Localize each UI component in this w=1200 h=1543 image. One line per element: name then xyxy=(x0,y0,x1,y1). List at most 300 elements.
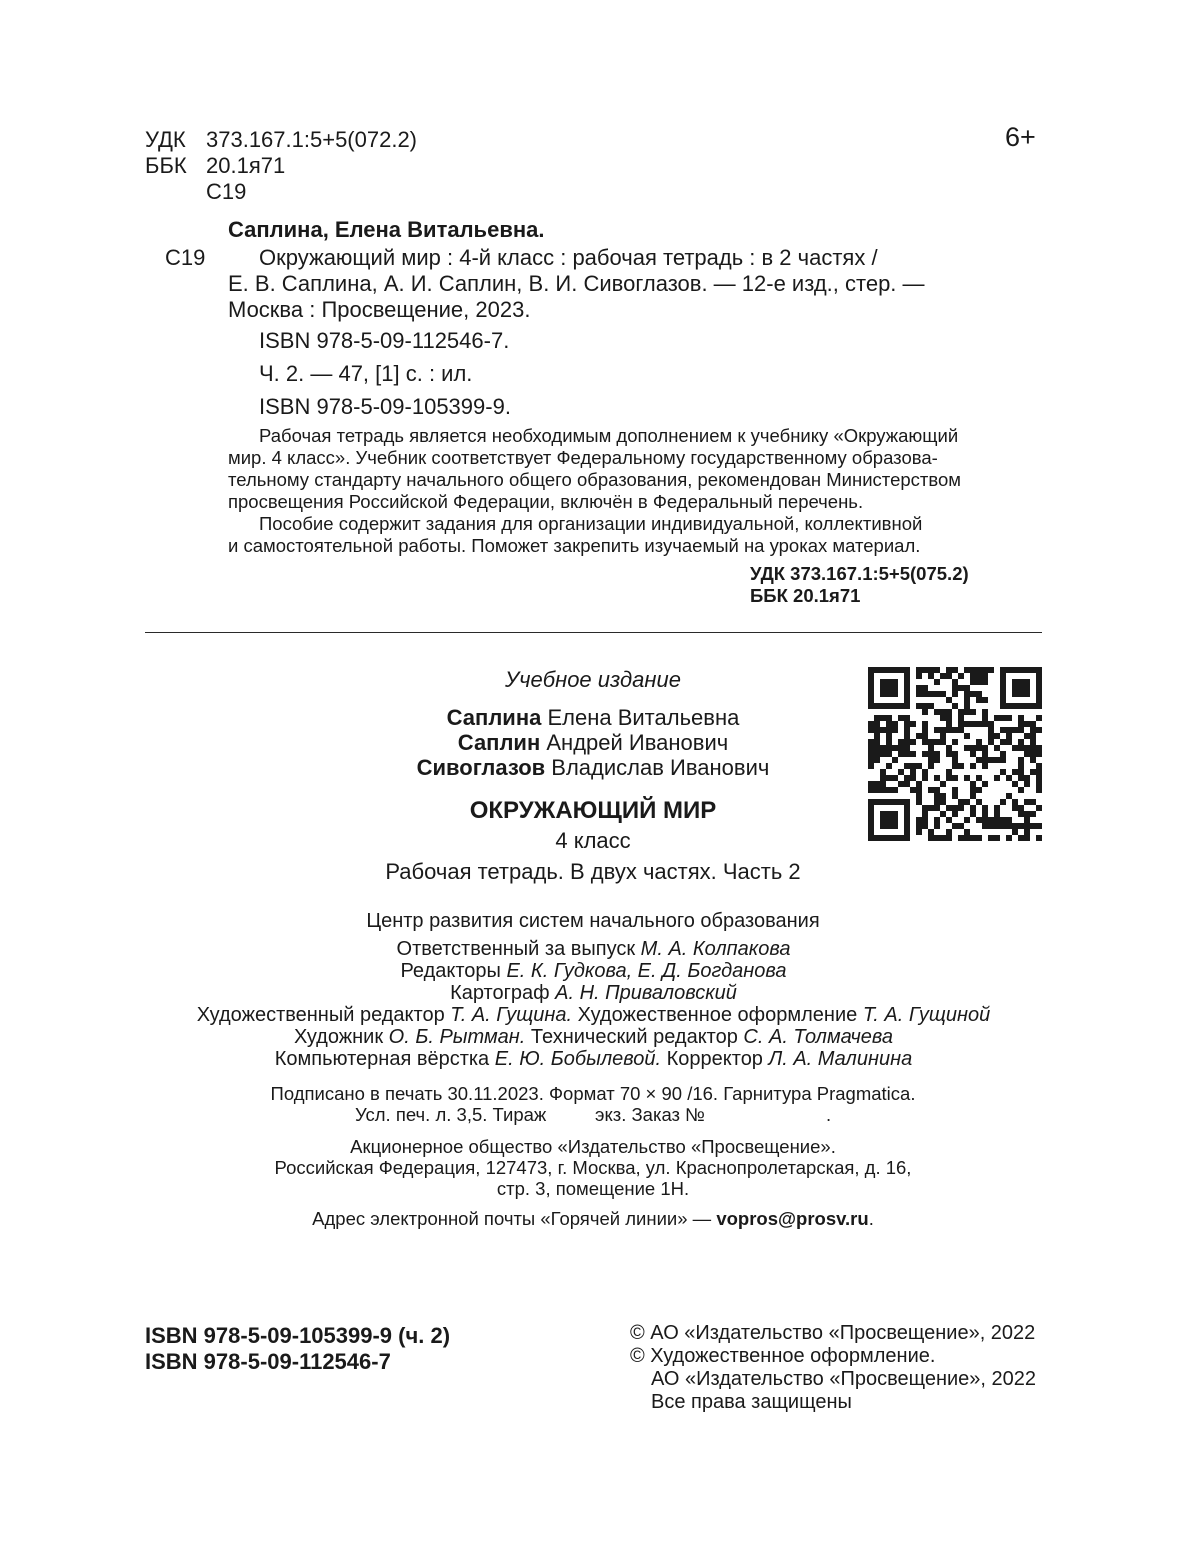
qr-module xyxy=(934,709,940,715)
qr-module xyxy=(904,763,910,769)
qr-module xyxy=(1018,745,1024,751)
qr-module xyxy=(976,667,982,673)
qr-module xyxy=(970,805,976,811)
annotation-line: мир. 4 класс». Учебник соответствует Федеральному государственному образова- xyxy=(228,447,938,468)
qr-module xyxy=(958,673,964,679)
qr-module xyxy=(1024,775,1030,781)
qr-module xyxy=(1000,823,1006,829)
qr-module xyxy=(976,799,982,805)
qr-module xyxy=(916,793,922,799)
qr-module xyxy=(988,817,994,823)
qr-module xyxy=(910,775,916,781)
email-line: Адрес электронной почты «Горячей линии» — vopros@prosv.ru. xyxy=(312,1208,874,1229)
qr-module xyxy=(874,757,880,763)
qr-module xyxy=(976,757,982,763)
qr-module xyxy=(928,835,934,841)
qr-module xyxy=(976,721,982,727)
qr-module xyxy=(928,691,934,697)
qr-module xyxy=(1036,787,1042,793)
qr-module xyxy=(940,715,946,721)
qr-module xyxy=(922,709,928,715)
qr-module xyxy=(952,703,958,709)
qr-module xyxy=(922,769,928,775)
qr-module xyxy=(886,721,892,727)
qr-module xyxy=(868,829,874,835)
qr-module xyxy=(1006,793,1012,799)
qr-module xyxy=(928,787,934,793)
qr-module xyxy=(904,745,910,751)
qr-module xyxy=(868,763,874,769)
qr-module xyxy=(886,799,892,805)
qr-module xyxy=(904,835,910,841)
qr-module xyxy=(898,751,904,757)
qr-module xyxy=(904,685,910,691)
qr-module xyxy=(886,727,892,733)
qr-module xyxy=(868,757,874,763)
qr-module xyxy=(910,751,916,757)
qr-module xyxy=(1024,751,1030,757)
qr-module xyxy=(1030,703,1036,709)
qr-module xyxy=(1030,751,1036,757)
qr-module xyxy=(1036,835,1042,841)
qr-module xyxy=(934,757,940,763)
author-name: Саплин Андрей Иванович xyxy=(457,730,729,755)
qr-module xyxy=(898,799,904,805)
qr-module xyxy=(1006,835,1012,841)
qr-module xyxy=(874,721,880,727)
qr-module xyxy=(928,757,934,763)
qr-module xyxy=(1018,691,1024,697)
print-info-line1: Подписано в печать 30.11.2023. Формат 70 × 90 /16. Гарнитура Pragmatica. xyxy=(270,1083,916,1104)
qr-module xyxy=(964,709,970,715)
qr-module xyxy=(952,805,958,811)
qr-module xyxy=(1012,799,1018,805)
qr-module xyxy=(976,679,982,685)
qr-module xyxy=(904,697,910,703)
qr-module xyxy=(994,775,1000,781)
qr-module xyxy=(946,805,952,811)
qr-module xyxy=(958,763,964,769)
age-rating: 6+ xyxy=(1005,122,1036,152)
qr-module xyxy=(964,745,970,751)
qr-module xyxy=(946,817,952,823)
qr-module xyxy=(1012,703,1018,709)
credit-line: Картограф А. Н. Приваловский xyxy=(450,982,737,1004)
qr-module xyxy=(880,787,886,793)
qr-module xyxy=(976,745,982,751)
qr-module xyxy=(1030,727,1036,733)
qr-module xyxy=(886,817,892,823)
qr-module xyxy=(916,781,922,787)
author-heading: Саплина, Елена Витальевна. xyxy=(228,217,545,242)
qr-module xyxy=(910,769,916,775)
qr-module xyxy=(922,667,928,673)
qr-module xyxy=(1000,691,1006,697)
qr-module xyxy=(1024,667,1030,673)
qr-module xyxy=(1024,835,1030,841)
qr-module xyxy=(1036,823,1042,829)
udk-bottom: УДК 373.167.1:5+5(075.2) xyxy=(750,563,969,584)
qr-module xyxy=(952,823,958,829)
qr-module xyxy=(958,709,964,715)
qr-module xyxy=(916,763,922,769)
qr-module xyxy=(904,667,910,673)
qr-module xyxy=(934,727,940,733)
qr-module xyxy=(952,775,958,781)
copyright-line: © АО «Издательство «Просвещение», 2022 xyxy=(630,1322,1036,1344)
qr-module xyxy=(1000,673,1006,679)
qr-module xyxy=(928,829,934,835)
qr-module xyxy=(892,745,898,751)
qr-module xyxy=(904,811,910,817)
print-info-dot: . xyxy=(826,1104,832,1125)
qr-module xyxy=(958,721,964,727)
grade: 4 класс xyxy=(555,828,631,853)
email-link[interactable]: vopros@prosv.ru xyxy=(716,1208,869,1229)
qr-module xyxy=(904,751,910,757)
qr-module xyxy=(928,751,934,757)
qr-module xyxy=(880,817,886,823)
qr-module xyxy=(946,745,952,751)
qr-module xyxy=(958,805,964,811)
credit-line: Художник О. Б. Рытман. Технический редактор С. А. Толмачева xyxy=(293,1026,894,1048)
qr-module xyxy=(898,835,904,841)
qr-module xyxy=(982,709,988,715)
qr-module xyxy=(946,775,952,781)
qr-module xyxy=(1036,745,1042,751)
qr-module xyxy=(964,667,970,673)
rights-reserved: Все права защищены xyxy=(651,1391,852,1413)
qr-module xyxy=(1036,715,1042,721)
bbk-bottom: ББК 20.1я71 xyxy=(750,585,861,606)
qr-module xyxy=(994,835,1000,841)
qr-module xyxy=(1018,775,1024,781)
qr-module xyxy=(1000,769,1006,775)
qr-module xyxy=(1024,685,1030,691)
qr-module xyxy=(934,775,940,781)
qr-module xyxy=(940,811,946,817)
qr-module xyxy=(982,823,988,829)
qr-module xyxy=(946,673,952,679)
qr-module xyxy=(976,673,982,679)
qr-module xyxy=(916,823,922,829)
qr-module xyxy=(892,835,898,841)
qr-module xyxy=(916,667,922,673)
qr-module xyxy=(1018,679,1024,685)
qr-module xyxy=(1006,667,1012,673)
qr-module xyxy=(892,823,898,829)
qr-module xyxy=(1006,703,1012,709)
qr-module xyxy=(868,823,874,829)
qr-module xyxy=(868,751,874,757)
qr-module xyxy=(1018,685,1024,691)
qr-module xyxy=(1000,715,1006,721)
qr-module xyxy=(904,823,910,829)
qr-module xyxy=(946,727,952,733)
qr-module xyxy=(892,775,898,781)
qr-module xyxy=(970,673,976,679)
qr-module xyxy=(964,703,970,709)
qr-module xyxy=(916,685,922,691)
qr-module xyxy=(1036,703,1042,709)
qr-module xyxy=(982,715,988,721)
qr-module xyxy=(868,691,874,697)
qr-module xyxy=(922,817,928,823)
qr-module xyxy=(970,787,976,793)
qr-module xyxy=(988,727,994,733)
qr-module xyxy=(1024,817,1030,823)
qr-module xyxy=(958,685,964,691)
qr-module xyxy=(952,685,958,691)
qr-module xyxy=(1006,715,1012,721)
isbn-part-footer: ISBN 978-5-09-105399-9 (ч. 2) xyxy=(145,1323,451,1348)
qr-module xyxy=(880,745,886,751)
qr-module xyxy=(1000,817,1006,823)
qr-module xyxy=(946,829,952,835)
qr-module xyxy=(1012,769,1018,775)
qr-module xyxy=(1024,691,1030,697)
qr-module xyxy=(970,763,976,769)
qr-module xyxy=(922,811,928,817)
qr-module xyxy=(886,703,892,709)
credit-line: Редакторы Е. К. Гудкова, Е. Д. Богданова xyxy=(400,960,787,982)
qr-module xyxy=(922,823,928,829)
qr-module xyxy=(1036,769,1042,775)
qr-module xyxy=(1030,733,1036,739)
qr-module xyxy=(988,739,994,745)
qr-module xyxy=(904,733,910,739)
qr-module xyxy=(892,799,898,805)
qr-module xyxy=(922,733,928,739)
qr-module xyxy=(976,739,982,745)
qr-module xyxy=(970,781,976,787)
qr-module xyxy=(1024,829,1030,835)
qr-module xyxy=(952,691,958,697)
qr-module xyxy=(1036,697,1042,703)
copyright-line: © Художественное оформление. xyxy=(630,1345,936,1367)
qr-module xyxy=(874,727,880,733)
qr-module xyxy=(952,751,958,757)
qr-module xyxy=(934,739,940,745)
qr-module xyxy=(928,667,934,673)
qr-module xyxy=(1006,727,1012,733)
qr-module xyxy=(1012,805,1018,811)
qr-module xyxy=(994,733,1000,739)
qr-module xyxy=(1036,727,1042,733)
qr-module xyxy=(874,745,880,751)
qr-module xyxy=(1012,685,1018,691)
qr-module xyxy=(910,721,916,727)
qr-module xyxy=(994,805,1000,811)
qr-module xyxy=(874,787,880,793)
qr-module xyxy=(1024,733,1030,739)
annotation-line: и самостоятельной работы. Поможет закрепить изучаемый на уроках материал. xyxy=(228,535,921,556)
qr-module xyxy=(982,763,988,769)
qr-module xyxy=(976,697,982,703)
qr-module xyxy=(1036,673,1042,679)
qr-module xyxy=(994,811,1000,817)
qr-module xyxy=(916,799,922,805)
qr-module xyxy=(970,691,976,697)
qr-module xyxy=(928,763,934,769)
qr-module xyxy=(1012,667,1018,673)
qr-module xyxy=(1006,823,1012,829)
qr-module xyxy=(1000,703,1006,709)
qr-module xyxy=(976,691,982,697)
qr-module xyxy=(1018,835,1024,841)
print-info-circulation: Усл. печ. л. 3,5. Тираж xyxy=(355,1104,547,1125)
qr-module xyxy=(916,787,922,793)
qr-module xyxy=(970,835,976,841)
qr-module xyxy=(868,835,874,841)
qr-module xyxy=(982,781,988,787)
qr-module xyxy=(958,823,964,829)
qr-module xyxy=(880,685,886,691)
qr-module xyxy=(964,829,970,835)
qr-module xyxy=(994,757,1000,763)
qr-code xyxy=(868,667,1042,841)
qr-module xyxy=(868,703,874,709)
qr-module xyxy=(880,775,886,781)
qr-module xyxy=(898,781,904,787)
qr-module xyxy=(880,667,886,673)
isbn-part: ISBN 978-5-09-105399-9. xyxy=(259,394,511,419)
qr-module xyxy=(898,739,904,745)
qr-module xyxy=(886,715,892,721)
qr-module xyxy=(898,667,904,673)
qr-module xyxy=(892,787,898,793)
qr-module xyxy=(1012,679,1018,685)
qr-module xyxy=(886,733,892,739)
qr-module xyxy=(1000,697,1006,703)
qr-module xyxy=(904,721,910,727)
qr-module xyxy=(982,673,988,679)
qr-module xyxy=(1030,823,1036,829)
qr-module xyxy=(1036,679,1042,685)
qr-module xyxy=(1018,763,1024,769)
qr-module xyxy=(922,703,928,709)
qr-module xyxy=(976,835,982,841)
qr-module xyxy=(1018,823,1024,829)
qr-module xyxy=(1030,667,1036,673)
qr-module xyxy=(874,799,880,805)
qr-module xyxy=(886,811,892,817)
qr-module xyxy=(1024,703,1030,709)
qr-module xyxy=(1030,757,1036,763)
qr-module xyxy=(934,679,940,685)
qr-module xyxy=(868,721,874,727)
qr-module xyxy=(952,739,958,745)
qr-module xyxy=(874,715,880,721)
qr-module xyxy=(868,745,874,751)
qr-module xyxy=(928,739,934,745)
qr-module xyxy=(880,703,886,709)
qr-module xyxy=(880,769,886,775)
qr-module xyxy=(952,787,958,793)
credit-line: Компьютерная вёрстка Е. Ю. Бобылевой. Корректор Л. А. Малинина xyxy=(274,1048,913,1070)
qr-module xyxy=(904,781,910,787)
qr-module xyxy=(1030,745,1036,751)
qr-module xyxy=(1024,721,1030,727)
qr-module xyxy=(868,685,874,691)
qr-module xyxy=(892,667,898,673)
qr-module xyxy=(952,811,958,817)
qr-module xyxy=(904,727,910,733)
qr-module xyxy=(1012,823,1018,829)
qr-module xyxy=(874,733,880,739)
udk-value: 373.167.1:5+5(072.2) xyxy=(206,127,418,152)
qr-module xyxy=(1018,769,1024,775)
qr-module xyxy=(982,811,988,817)
qr-module xyxy=(970,721,976,727)
qr-module xyxy=(916,673,922,679)
qr-module xyxy=(892,811,898,817)
qr-module xyxy=(940,709,946,715)
qr-module xyxy=(1018,805,1024,811)
qr-module xyxy=(1018,739,1024,745)
qr-module xyxy=(1030,769,1036,775)
qr-module xyxy=(1000,751,1006,757)
qr-module xyxy=(982,679,988,685)
qr-module xyxy=(898,769,904,775)
qr-module xyxy=(928,673,934,679)
qr-module xyxy=(964,691,970,697)
qr-module xyxy=(868,817,874,823)
qr-module xyxy=(910,787,916,793)
qr-module xyxy=(916,829,922,835)
qr-module xyxy=(934,799,940,805)
qr-module xyxy=(910,763,916,769)
qr-module xyxy=(970,667,976,673)
qr-module xyxy=(1000,757,1006,763)
qr-module xyxy=(922,805,928,811)
qr-module xyxy=(874,835,880,841)
qr-module xyxy=(934,667,940,673)
credit-line: Ответственный за выпуск М. А. Колпакова xyxy=(396,938,791,960)
qr-module xyxy=(934,817,940,823)
qr-module xyxy=(946,715,952,721)
qr-module xyxy=(982,667,988,673)
qr-module xyxy=(880,715,886,721)
qr-module xyxy=(946,835,952,841)
qr-module xyxy=(1036,805,1042,811)
qr-module xyxy=(1018,667,1024,673)
qr-module xyxy=(868,787,874,793)
qr-module xyxy=(952,727,958,733)
qr-module xyxy=(970,793,976,799)
qr-module xyxy=(958,715,964,721)
author-sign: С19 xyxy=(165,245,206,270)
qr-module xyxy=(1018,721,1024,727)
qr-module xyxy=(886,745,892,751)
qr-module xyxy=(922,727,928,733)
qr-module xyxy=(988,733,994,739)
credit-line: Художественный редактор Т. А. Гущина. Художественное оформление Т. А. Гущиной xyxy=(196,1004,991,1026)
qr-module xyxy=(964,685,970,691)
qr-module xyxy=(964,835,970,841)
qr-module xyxy=(904,703,910,709)
qr-module xyxy=(868,805,874,811)
qr-module xyxy=(868,667,874,673)
qr-module xyxy=(892,721,898,727)
qr-module xyxy=(952,757,958,763)
qr-module xyxy=(880,781,886,787)
qr-module xyxy=(940,733,946,739)
qr-module xyxy=(982,751,988,757)
qr-module xyxy=(904,679,910,685)
qr-module xyxy=(904,673,910,679)
qr-module xyxy=(934,835,940,841)
